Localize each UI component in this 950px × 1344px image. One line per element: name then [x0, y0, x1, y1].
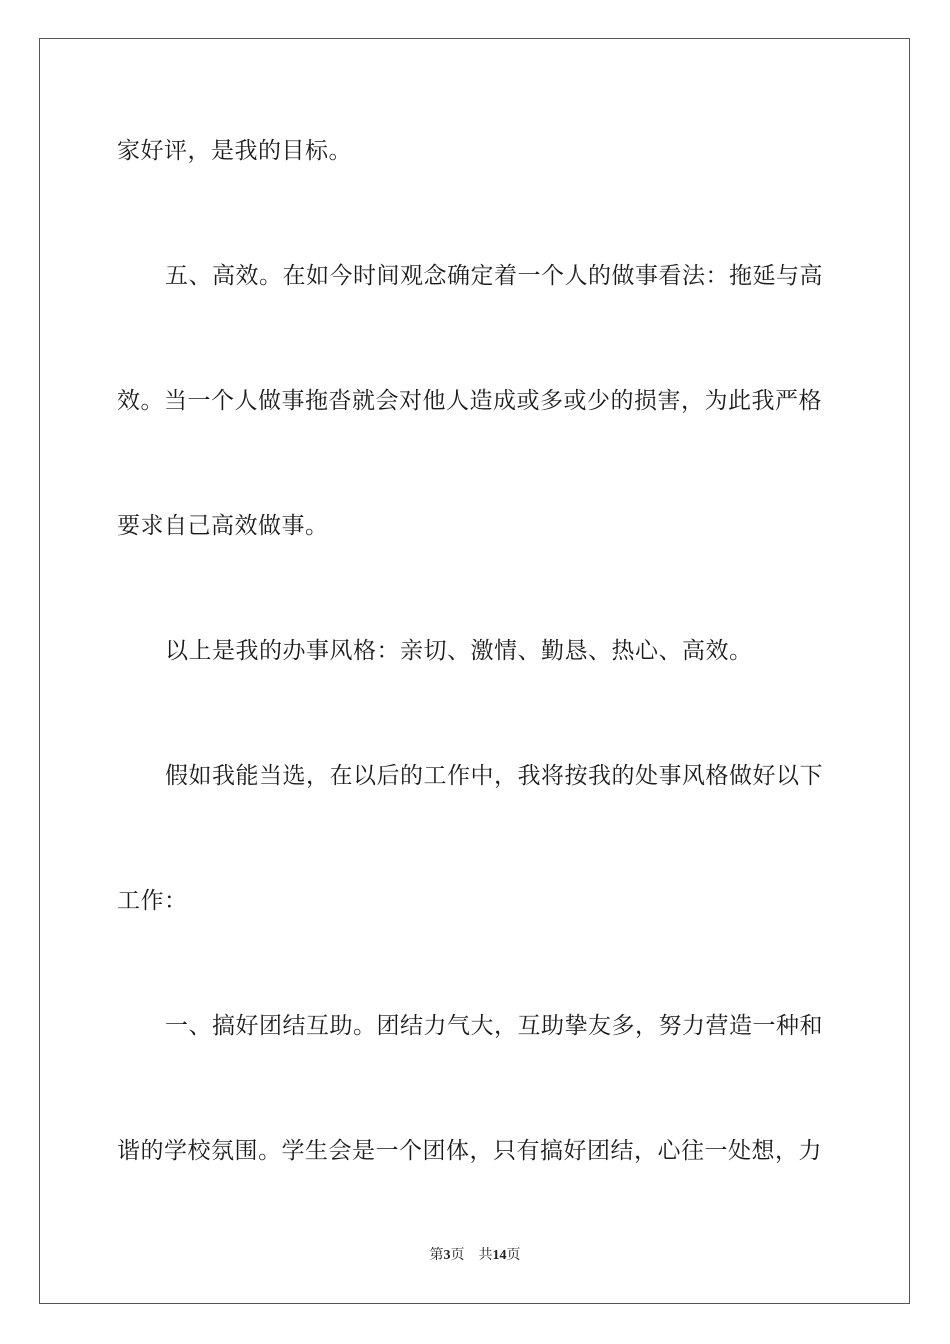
page-number: 3	[443, 1248, 451, 1263]
text-line-1: 家好评，是我的目标。	[117, 138, 352, 164]
total-prefix: 共	[478, 1248, 493, 1263]
text-line-6: 假如我能当选，在以后的工作中，我将按我的处事风格做好以下	[165, 763, 823, 789]
page-footer	[0, 1247, 950, 1265]
text-line-8: 一、搞好团结互助。团结力气大，互助挚友多，努力营造一种和	[165, 1013, 823, 1039]
total-suffix: 页	[506, 1248, 521, 1263]
page-suffix: 页	[450, 1248, 465, 1263]
page-prefix: 第	[429, 1248, 444, 1263]
total-pages: 14	[492, 1248, 507, 1263]
page-frame	[39, 38, 910, 1304]
text-line-9: 谐的学校氛围。学生会是一个团体，只有搞好团结，心往一处想，力	[117, 1138, 822, 1164]
text-line-3: 效。当一个人做事拖沓就会对他人造成或多或少的损害，为此我严格	[117, 388, 822, 414]
text-line-5: 以上是我的办事风格：亲切、激情、勤恳、热心、高效。	[165, 638, 753, 664]
text-line-7: 工作：	[117, 888, 188, 914]
text-line-4: 要求自己高效做事。	[117, 513, 329, 539]
text-line-2: 五、高效。在如今时间观念确定着一个人的做事看法：拖延与高	[165, 263, 823, 289]
